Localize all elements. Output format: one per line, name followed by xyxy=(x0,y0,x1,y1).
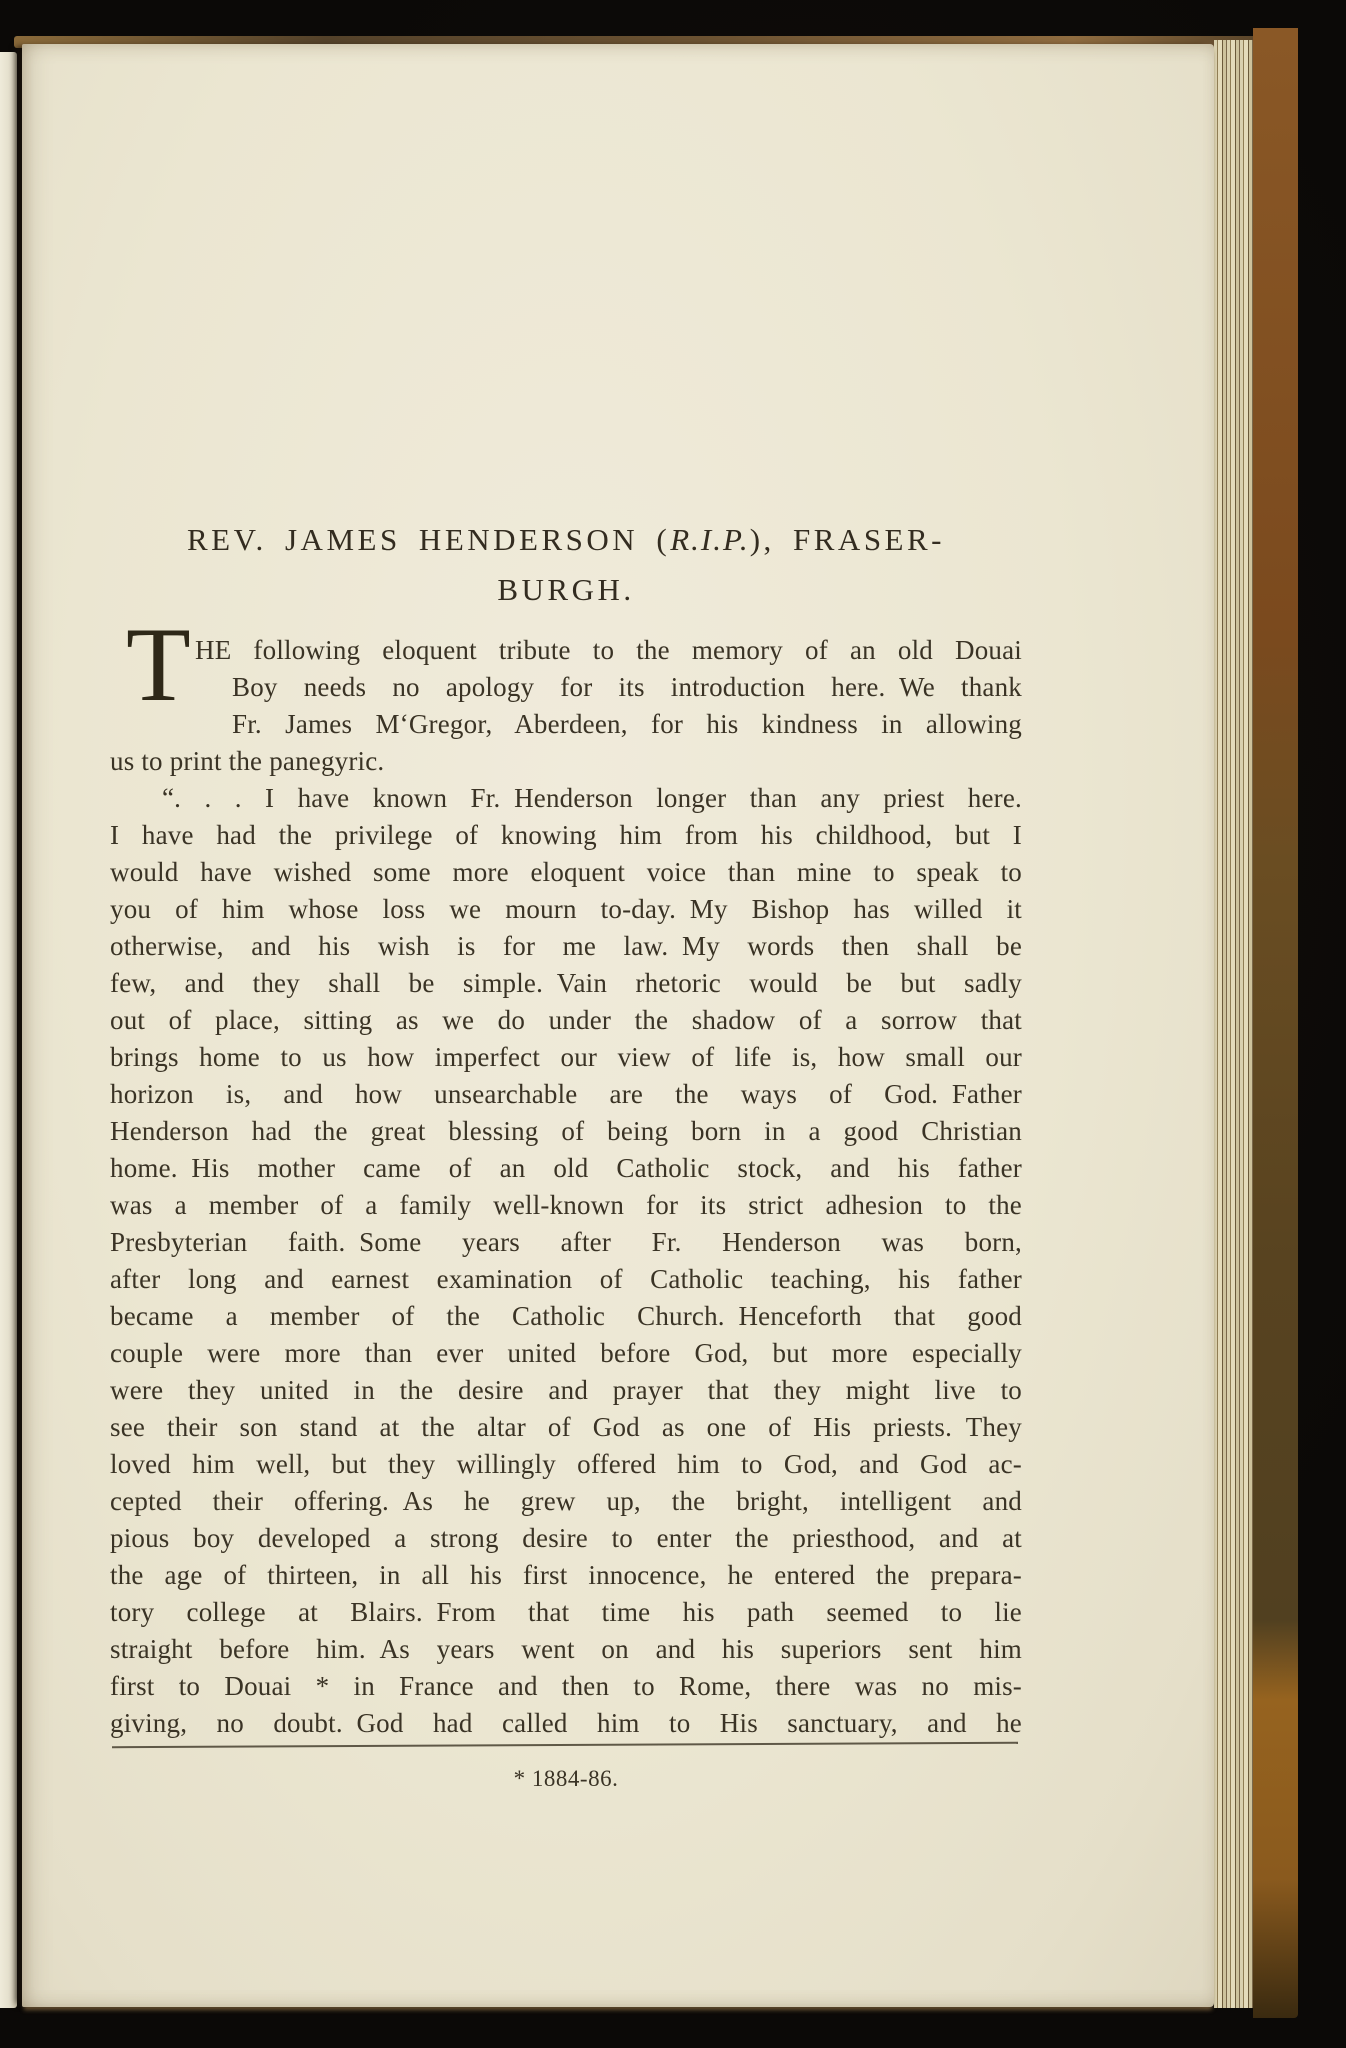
body-line: home. His mother came of an old Catholic stock, and his father xyxy=(110,1153,1022,1183)
adjacent-page-edge xyxy=(0,52,17,2008)
page-stack-fore-edge xyxy=(1214,40,1253,2008)
footnote-text: * 1884-86. xyxy=(513,1766,619,1791)
body-line: few, and they shall be simple. Vain rhetoric would be but sadly xyxy=(110,968,1022,998)
book-cover-edge xyxy=(1253,28,1298,2018)
body-line: couple were more than ever united before God, but more especially xyxy=(110,1338,1022,1368)
body-line: after long and earnest examination of Catholic teaching, his father xyxy=(110,1264,1022,1294)
body-line: cepted their offering. As he grew up, the bright, intelligent and xyxy=(110,1486,1022,1516)
body-line: horizon is, and how unsearchable are the ways of God. Father xyxy=(110,1079,1022,1109)
body-line: Fr. James M‘Gregor, Aberdeen, for his kindness in allowing xyxy=(232,709,1022,739)
body-line: was a member of a family well-known for its strict adhesion to the xyxy=(110,1190,1022,1220)
body-line: pious boy developed a strong desire to enter the priesthood, and at xyxy=(110,1523,1022,1553)
body-line: would have wished some more eloquent voice than mine to speak to xyxy=(110,857,1022,887)
body-line: loved him well, but they willingly offered him to God, and God ac- xyxy=(110,1449,1022,1479)
book-page xyxy=(22,44,1214,2007)
body-line: us to print the panegyric. xyxy=(110,746,385,776)
body-text-block xyxy=(110,606,1022,1742)
title-text-pre: REV. JAMES HENDERSON ( xyxy=(186,522,671,557)
page-title xyxy=(110,515,1022,615)
body-line: HE following eloquent tribute to the memory of an old Douai xyxy=(195,635,1022,665)
body-line: tory college at Blairs. From that time his path seemed to lie xyxy=(110,1597,1022,1627)
page-title-line1 xyxy=(110,515,1022,565)
body-line: Boy needs no apology for its introduction here. We thank xyxy=(232,672,1022,702)
title-rip-italic: R.I.P. xyxy=(670,522,750,557)
body-line: otherwise, and his wish is for me law. My words then shall be xyxy=(110,931,1022,961)
body-line: “. . . I have known Fr. Henderson longer than any priest here. xyxy=(162,783,1022,813)
body-line: Henderson had the great blessing of being born in a good Christian xyxy=(110,1116,1022,1146)
body-line: became a member of the Catholic Church. Henceforth that good xyxy=(110,1301,1022,1331)
body-line: were they united in the desire and prayer that they might live to xyxy=(110,1375,1022,1405)
body-line: the age of thirteen, in all his first innocence, he entered the prepara- xyxy=(110,1560,1022,1590)
body-line: giving, no doubt. God had called him to His sanctuary, and he xyxy=(110,1708,1022,1738)
body-line: Presbyterian faith. Some years after Fr. Henderson was born, xyxy=(110,1227,1022,1257)
body-line: you of him whose loss we mourn to-day. My Bishop has willed it xyxy=(110,894,1022,924)
title-text-post: ), FRASER- xyxy=(749,522,945,557)
dropcap-letter: T xyxy=(126,606,191,723)
body-line: I have had the privilege of knowing him from his childhood, but I xyxy=(110,820,1022,850)
body-line: brings home to us how imperfect our view of life is, how small our xyxy=(110,1042,1022,1072)
body-line: see their son stand at the altar of God as one of His priests. They xyxy=(110,1412,1022,1442)
footnote-rule xyxy=(112,1742,1018,1748)
body-line: first to Douai * in France and then to Rome, there was no mis- xyxy=(110,1671,1022,1701)
body-line: straight before him. As years went on and his superiors sent him xyxy=(110,1634,1022,1664)
body-line: out of place, sitting as we do under the shadow of a sorrow that xyxy=(110,1005,1022,1035)
page-title-line2: BURGH. xyxy=(497,572,635,607)
